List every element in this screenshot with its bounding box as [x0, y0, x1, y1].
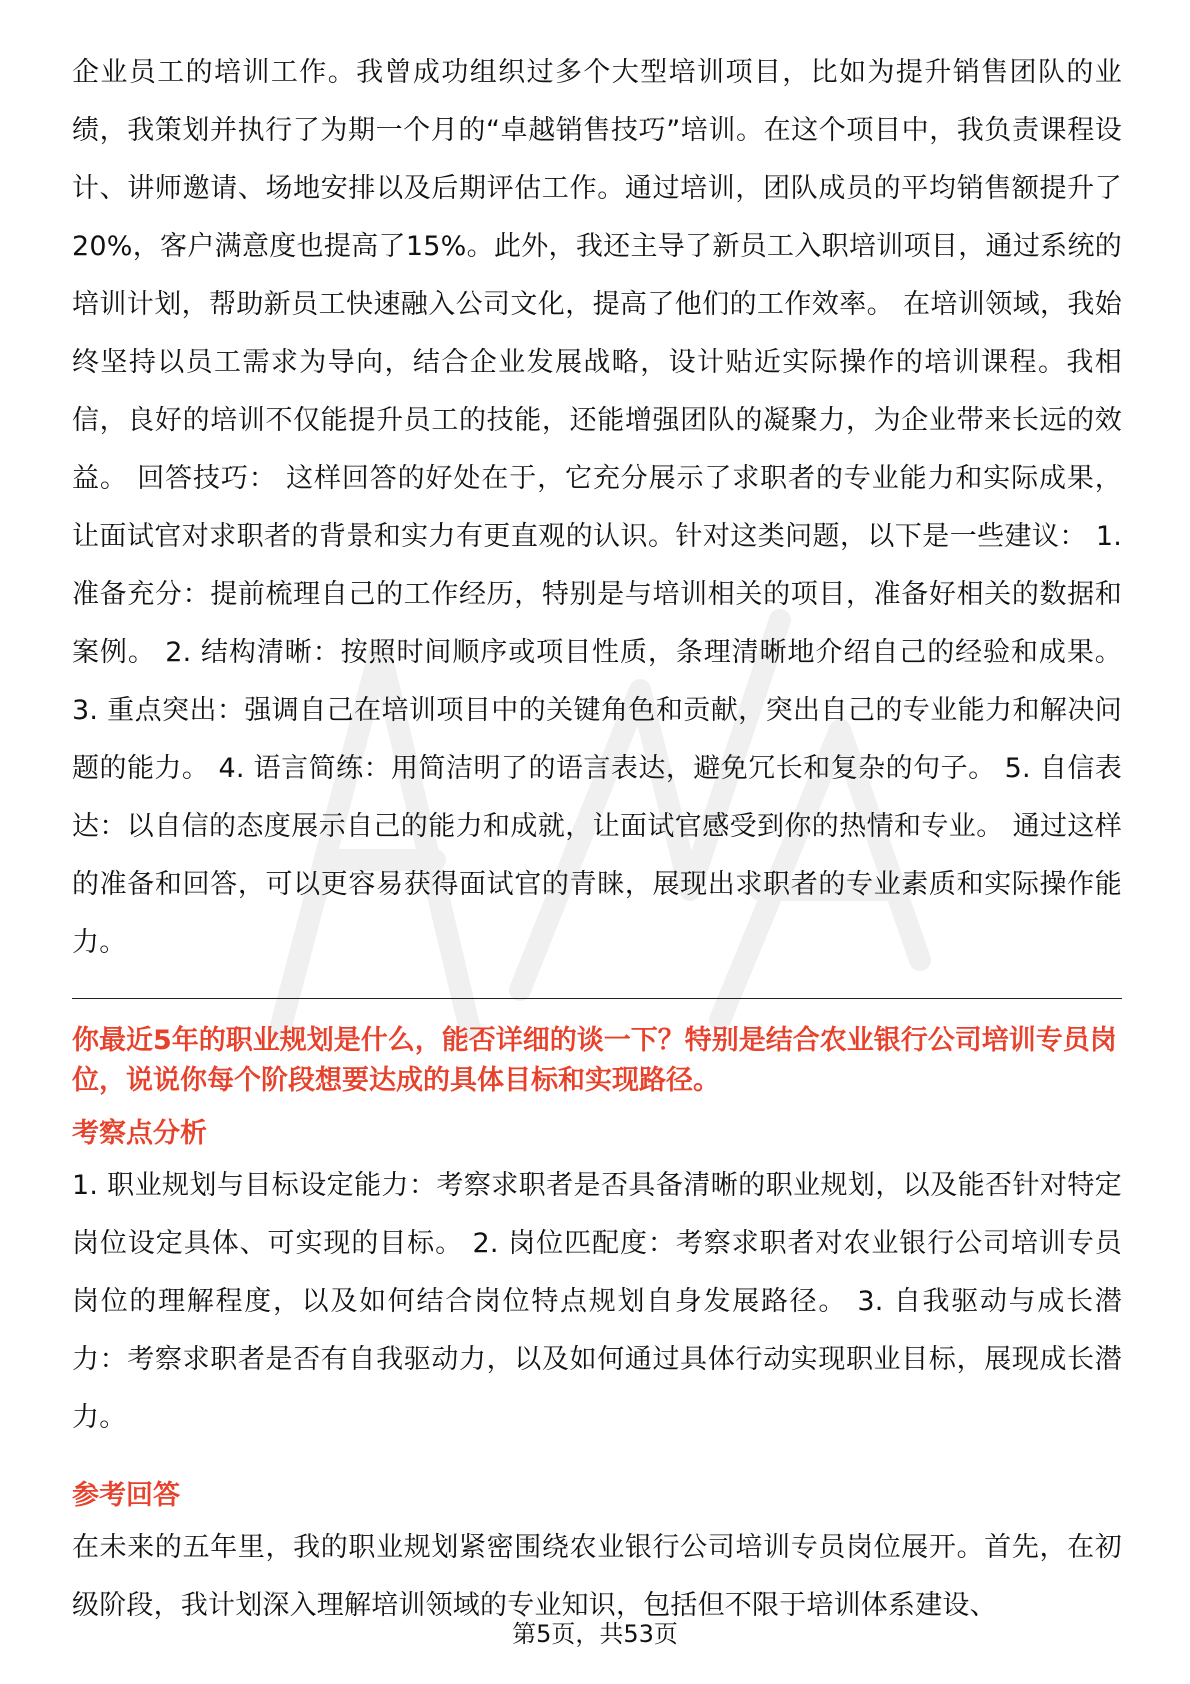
page-number: 第5页，共53页 [512, 1620, 678, 1648]
analysis-text: 1. 职业规划与目标设定能力：考察求职者是否具备清晰的职业规划，以及能否针对特定岗位设定具体、可实现的目标。 2. 岗位匹配度：考察求职者对农业银行公司培训专员岗位的理解程度，以及如何结合岗位特点规划自身发展路径。 3. 自我驱动与成长潜力：考察求职者是否有自我驱动力，以及如何通过具体行动实现职业目标，展现成长潜力。 [72, 1170, 1122, 1433]
page-content [72, 44, 1122, 1635]
section-divider [72, 998, 1122, 999]
analysis-heading: 考察点分析 [72, 1118, 207, 1149]
interview-question: 你最近5年的职业规划是什么，能否详细的谈一下？特别是结合农业银行公司培训专员岗位，说说你每个阶段想要达成的具体目标和实现路径。 [72, 1025, 1117, 1096]
reference-answer-heading: 参考回答 [72, 1480, 180, 1511]
answer-continued-text: 企业员工的培训工作。我曾成功组织过多个大型培训项目，比如为提升销售团队的业绩，我策划并执行了为期一个月的“卓越销售技巧”培训。在这个项目中，我负责课程设计、讲师邀请、场地安排以及后期评估工作。通过培训，团队成员的平均销售额提升了20%，客户满意度也提高了15%。此外，我还主导了新员工入职培训项目，通过系统的培训计划，帮助新员工快速融入公司文化，提高了他们的工作效率。 在培训领域，我始终坚持以员工需求为导向，结合企业发展战略，设计贴近实际操作的培训课程。我相信，良好的培训不仅能提升员工的技能，还能增强团队的凝聚力，为企业带来长远的效益。 回答技巧： 这样回答的好处在于，它充分展示了求职者的专业能力和实际成果，让面试官对求职者的背景和实力有更直观的认识。针对这类问题，以下是一些建议： 1. 准备充分：提前梳理自己的工作经历，特别是与培训相关的项目，准备好相关的数据和案例。 2. 结构清晰：按照时间顺序或项目性质，条理清晰地介绍自己的经验和成果。 3. 重点突出：强调自己在培训项目中的关键角色和贡献，突出自己的专业能力和解决问题的能力。 4. 语言简练：用简洁明了的语言表达，避免冗长和复杂的句子。 5. 自信表达：以自信的态度展示自己的能力和成就，让面试官感受到你的热情和专业。 通过这样的准备和回答，可以更容易获得面试官的青睐，展现出求职者的专业素质和实际操作能力。 [72, 57, 1122, 958]
reference-answer-text: 在未来的五年里，我的职业规划紧密围绕农业银行公司培训专员岗位展开。首先，在初级阶段，我计划深入理解培训领域的专业知识，包括但不限于培训体系建设、 [72, 1532, 1122, 1621]
spacer [72, 1447, 1122, 1463]
